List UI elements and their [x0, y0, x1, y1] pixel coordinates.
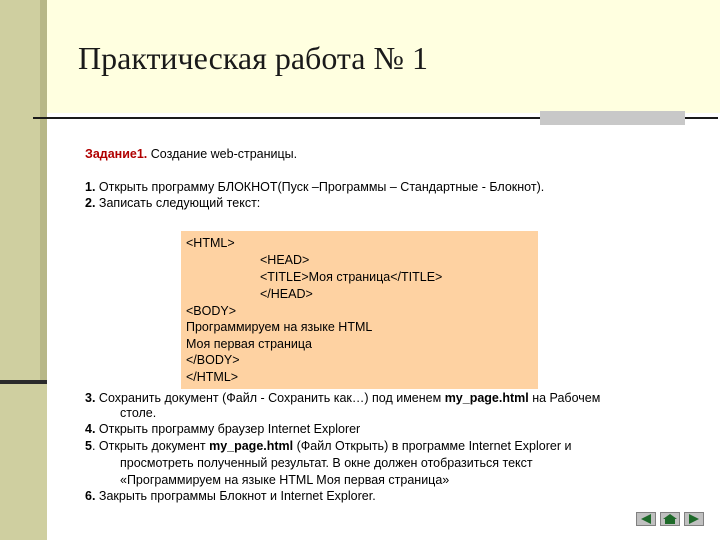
step-1-number: 1. — [85, 180, 96, 194]
task-heading — [85, 146, 297, 162]
step-5-filename: my_page.html — [209, 439, 294, 453]
step-3-continuation: столе. — [120, 406, 157, 420]
step-1-text: Открыть программу БЛОКНОТ(Пуск –Программы – Стандартные - Блокнот). — [98, 180, 545, 194]
step-4-number: 4. — [85, 422, 96, 436]
title-decor-block — [540, 111, 685, 125]
code-line: Программируем на языке HTML — [186, 320, 373, 334]
step-3-number: 3. — [85, 391, 96, 405]
step-6-text: Закрыть программы Блокнот и Internet Explorer. — [98, 489, 376, 503]
step-6 — [85, 488, 376, 504]
task-label: Задание — [85, 147, 137, 161]
nav-back-button[interactable] — [636, 512, 656, 526]
task-text: Создание web-страницы. — [150, 147, 298, 161]
step-4 — [85, 421, 360, 437]
left-decor-divider — [0, 380, 47, 384]
code-line: </HEAD> — [260, 287, 313, 301]
step-3-text-end: на Рабочем — [528, 391, 601, 405]
step-5-text-end: (Файл Открыть) в программе Internet Explorer и — [293, 439, 572, 453]
step-5-continuation: просмотреть полученный результат. В окне должен отобразиться текст — [120, 456, 533, 470]
step-6-number: 6. — [85, 489, 96, 503]
step-5 — [85, 438, 571, 454]
step-5-quote: «Программируем на языке HTML Моя первая страница» — [120, 473, 450, 487]
code-line: </BODY> — [186, 353, 240, 367]
code-line: </HTML> — [186, 370, 239, 384]
step-5-number: 5 — [85, 439, 92, 453]
step-5-text: . Открыть документ — [91, 439, 210, 453]
code-line: <TITLE>Моя страница</TITLE> — [260, 270, 443, 284]
back-icon — [640, 514, 652, 524]
slide-title: Практическая работа № 1 — [78, 40, 428, 76]
code-line: <HEAD> — [260, 253, 310, 267]
left-decor-accent — [40, 0, 47, 380]
step-1 — [85, 179, 544, 195]
step-3 — [85, 390, 600, 406]
step-2-text: Записать следующий текст: — [98, 196, 261, 210]
step-2 — [85, 195, 260, 211]
code-line: Моя первая страница — [186, 337, 312, 351]
step-3-text: Сохранить документ (Файл - Сохранить как…) под именем — [98, 391, 445, 405]
code-line: <BODY> — [186, 304, 237, 318]
step-4-text: Открыть программу браузер Internet Explorer — [98, 422, 361, 436]
home-icon — [663, 514, 677, 524]
task-number: 1. — [136, 147, 148, 161]
step-3-filename: my_page.html — [444, 391, 529, 405]
nav-home-button[interactable] — [660, 512, 680, 526]
nav-forward-button[interactable] — [684, 512, 704, 526]
step-2-number: 2. — [85, 196, 96, 210]
code-line: <HTML> — [186, 236, 235, 250]
forward-icon — [688, 514, 700, 524]
